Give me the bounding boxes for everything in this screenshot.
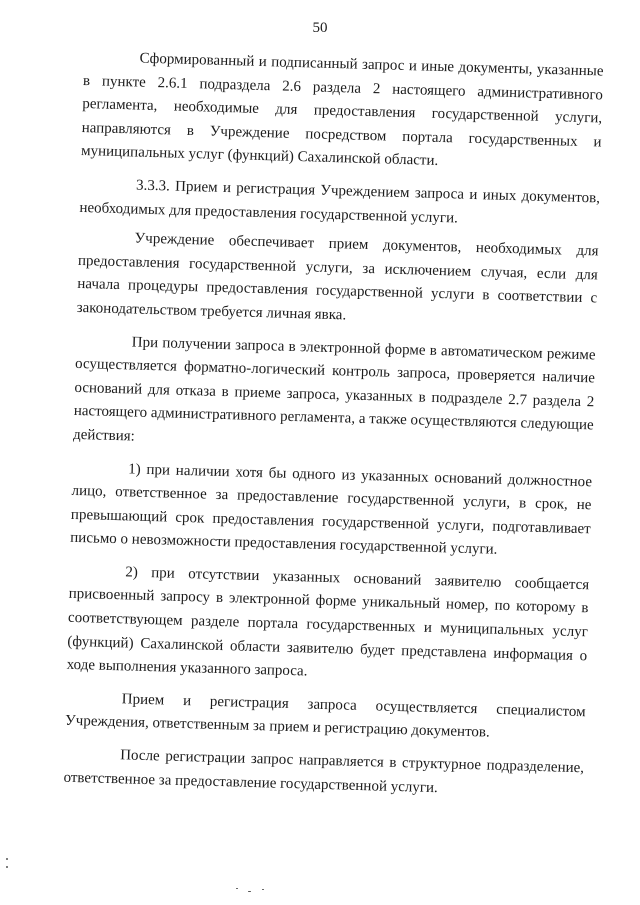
paragraph-after-registration: После регистрации запрос направляется в структурное подразделение, ответственное за предоставление государственной услуги. [63, 747, 585, 796]
scan-speck [248, 891, 251, 892]
paragraph-registration-specialist: Прием и регистрация запроса осуществляется специалистом Учреждения, ответственным за прием и регистрацию документов. [64, 691, 586, 742]
section-heading-3-3-3: 3.3.3. Прием и регистрация Учреждением запроса и иных документов, необходимых для предоставления государственной услуги. [79, 177, 601, 227]
document-body [63, 46, 604, 813]
page-number: 50 [312, 20, 328, 36]
paragraph-request-submission: Сформированный и подписанный запрос и иные документы, указанные в пункте 2.6.1 подраздела 2.6 раздела 2 настоящего административного регламента, необходимые для предоставления государственной услуги, направляются в Учреждение посредством портала государственных и муниципальных услуг (функций) Сахалинской области. [80, 50, 604, 170]
scan-speck [6, 866, 8, 868]
scan-speck [6, 858, 8, 860]
scan-speck [236, 888, 238, 889]
list-item-1: 1) при наличии хотя бы одного из указанных оснований должностное лицо, ответственное за предоставление государственной услуги, в срок, не превышающий срок предоставления государственной услуги, подготавливает письмо о невозможности предоставления государственной услуги. [70, 460, 593, 559]
paragraph-institution-acceptance: Учреждение обеспечивает прием документов, необходимых для предоставления государственной услуги, за исключением случая, если для начала процедуры предоставления государственной услуги в соответствии с законодательством требуется личная явка. [76, 230, 599, 324]
paragraph-electronic-control: При получении запроса в электронной форме в автоматическом режиме осуществляется форматно-логический контроль запроса, проверяется наличие оснований для отказа в приеме запроса, указанных в подразделе 2.7 раздела 2 настоящего административного регламента, а также осуществляются следующие действия: [72, 333, 596, 445]
scan-speck [262, 889, 264, 890]
list-item-2: 2) при отсутствии указанных оснований заявителю сообщается присвоенный запросу в электронной форме уникальный номер, по которому в соответствующем разделе портала государственных и муниципальных услуг (функций) Сахалинской области заявителю будет представлена информация о ходе выполнения указанного запроса. [66, 564, 590, 680]
